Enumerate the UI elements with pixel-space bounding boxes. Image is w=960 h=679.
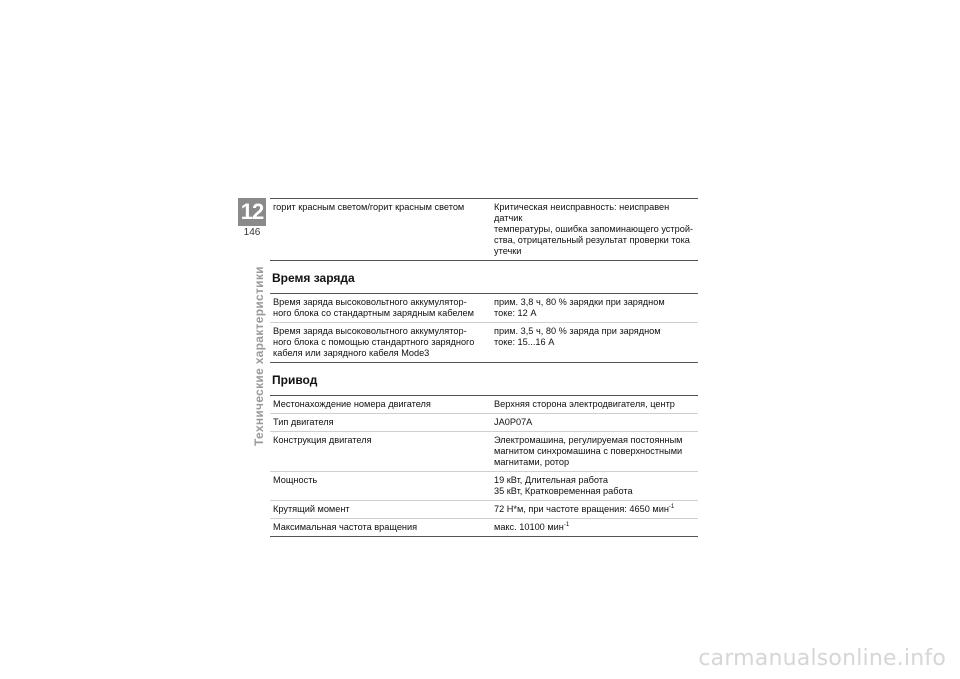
table-row — [270, 323, 698, 363]
table-cell-parameter: Мощность — [270, 472, 488, 501]
chapter-title-vertical: Технические характеристики — [252, 266, 266, 446]
drive-table — [270, 395, 698, 537]
section-title-drive: Привод — [272, 373, 318, 387]
table-row — [270, 472, 698, 501]
content — [270, 198, 698, 537]
table-cell-value: прим. 3,5 ч, 80 % заряда при зарядном токе: 15...16 А — [488, 323, 698, 363]
table-row — [270, 432, 698, 472]
table-cell-parameter: Конструкция двигателя — [270, 432, 488, 472]
table-cell-parameter: Время заряда высоковольтного аккумулятор- ного блока со стандартным зарядным кабелем — [270, 294, 488, 323]
table-row — [270, 294, 698, 323]
value-text: макс. 10100 мин — [494, 522, 564, 532]
table-cell-value: прим. 3,8 ч, 80 % зарядки при зарядном токе: 12 А — [488, 294, 698, 323]
table-cell-value: JA0P07A — [488, 414, 698, 432]
table-row — [270, 501, 698, 519]
table-cell-value: 19 кВт, Длительная работа 35 кВт, Кратковременная работа — [488, 472, 698, 501]
table-cell-parameter: Крутящий момент — [270, 501, 488, 519]
exponent: -1 — [668, 503, 675, 510]
table-cell-value — [488, 519, 698, 537]
table-row — [270, 396, 698, 414]
table-cell-value: Электромашина, регулируемая постоянным магнитом синхромашина с поверхностными магнитами, ротор — [488, 432, 698, 472]
table-cell-parameter: Тип двигателя — [270, 414, 488, 432]
chapter-number: 12 — [238, 198, 266, 226]
table-cell-value: Критическая неисправность: неисправен датчик температуры, ошибка запоминающего устрой- ства, отрицательный результат проверки тока утечки — [488, 199, 698, 261]
table-cell-parameter: Местонахождение номера двигателя — [270, 396, 488, 414]
page-number: 146 — [243, 227, 261, 238]
section-title-charging: Время заряда — [272, 271, 355, 285]
chapter-sidebar — [238, 198, 266, 448]
table-cell-parameter: Время заряда высоковольтного аккумулятор- ного блока с помощью стандартного зарядного кабеля или зарядного кабеля Mode3 — [270, 323, 488, 363]
charging-table — [270, 293, 698, 363]
table-cell-value — [488, 501, 698, 519]
table-cell-parameter: Максимальная частота вращения — [270, 519, 488, 537]
table-row — [270, 519, 698, 537]
table-cell-parameter: горит красным светом/горит красным светом — [270, 199, 488, 261]
watermark: carmanualsonline.info — [698, 646, 946, 671]
table-cell-value: Верхняя сторона электродвигателя, центр — [488, 396, 698, 414]
table-row — [270, 199, 698, 261]
value-text: 72 Н*м, при частоте вращения: 4650 мин — [494, 504, 669, 514]
exponent: -1 — [563, 521, 570, 528]
status-table — [270, 198, 698, 261]
table-row — [270, 414, 698, 432]
